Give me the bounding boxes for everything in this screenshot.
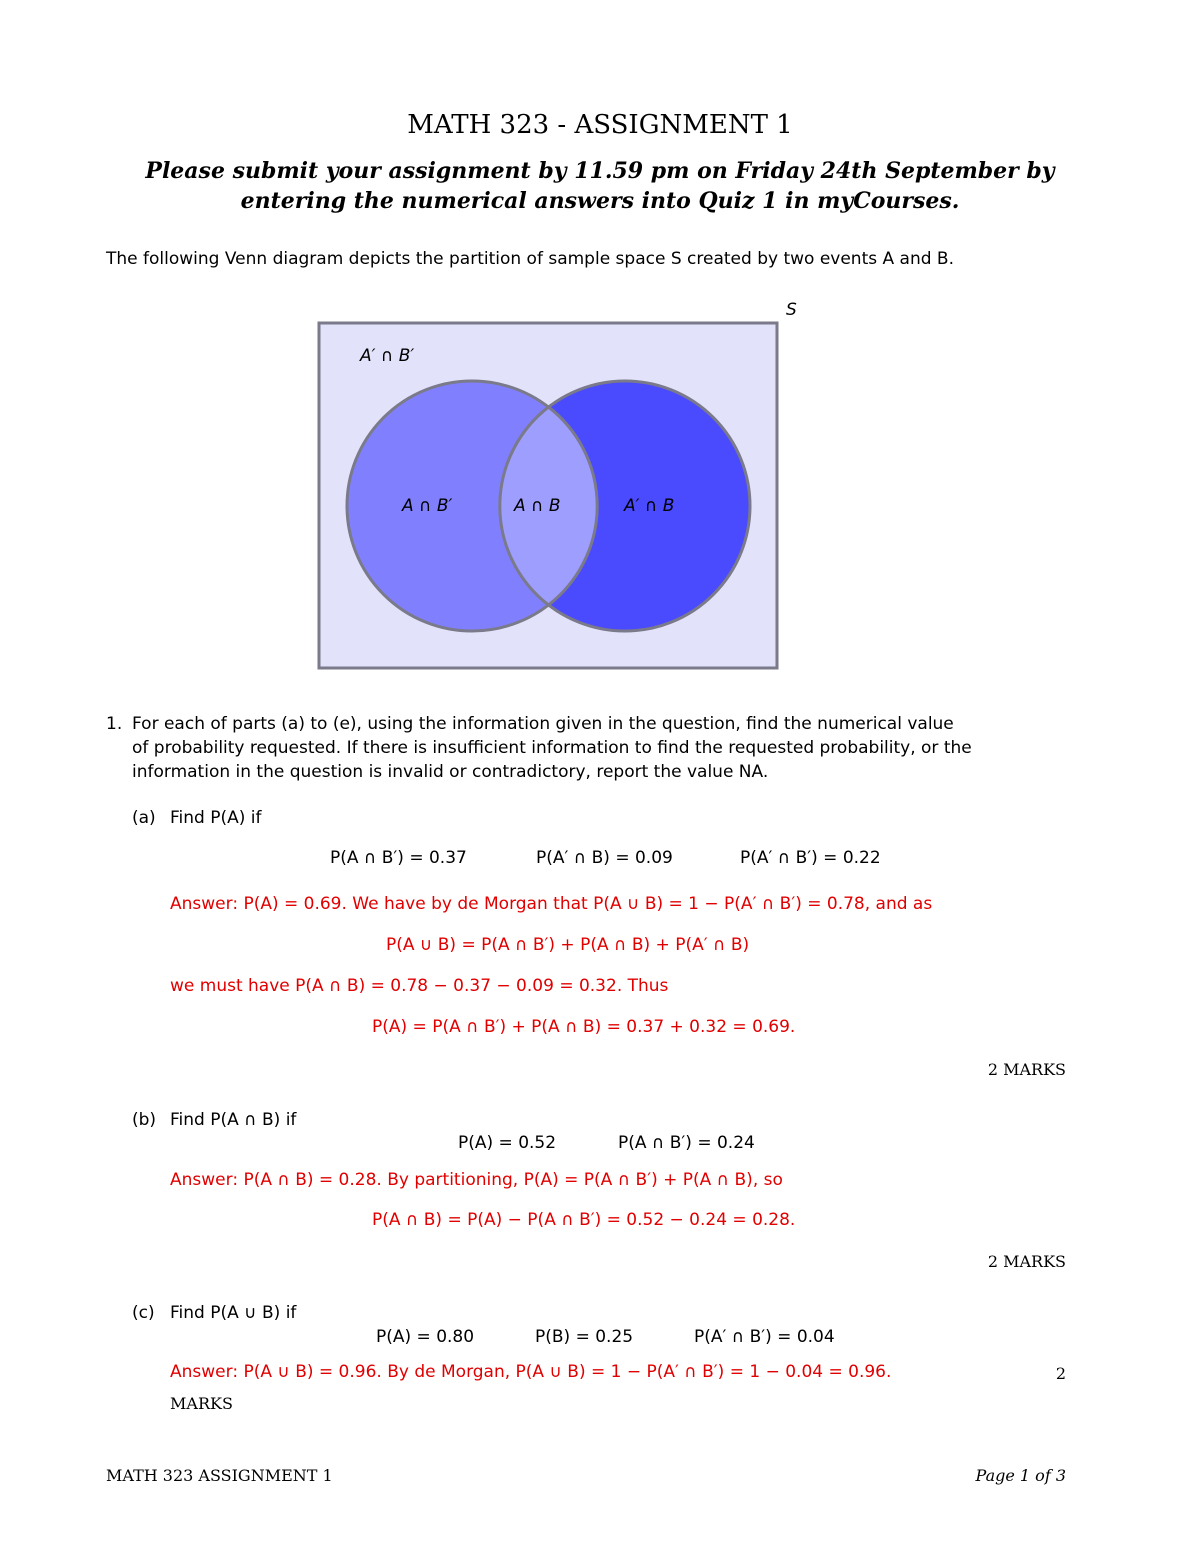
venn-middle-region-label: A ∩ B (514, 496, 561, 516)
part-b-prompt: Find P(A ∩ B) if (170, 1110, 297, 1130)
venn-left-region-label: A ∩ B′ (402, 496, 453, 516)
part-a-answer-line2: we must have P(A ∩ B) = 0.78 − 0.37 − 0.09 = 0.32. Thus (170, 976, 669, 996)
question-1-line2: of probability requested. If there is insufficient information to find the requested probability, or the (132, 738, 972, 758)
document-title: MATH 323 - ASSIGNMENT 1 (407, 110, 793, 140)
part-c-marks-word: MARKS (170, 1394, 233, 1413)
part-a-given-2: P(A′ ∩ B) = 0.09 (536, 848, 673, 868)
part-c-given-3: P(A′ ∩ B′) = 0.04 (694, 1327, 835, 1347)
intro-text: The following Venn diagram depicts the partition of sample space S created by two events A and B. (106, 249, 954, 269)
part-a-given-1: P(A ∩ B′) = 0.37 (330, 848, 467, 868)
part-a-answer-eq2: P(A) = P(A ∩ B′) + P(A ∩ B) = 0.37 + 0.32 = 0.69. (372, 1017, 796, 1037)
submission-instructions-line1: Please submit your assignment by 11.59 pm on Friday 24th September by (145, 158, 1055, 184)
venn-right-region-label: A′ ∩ B (624, 496, 675, 516)
part-c-prompt: Find P(A ∪ B) if (170, 1303, 297, 1323)
venn-outer-region-label: A′ ∩ B′ (360, 346, 415, 366)
part-b-given-2: P(A ∩ B′) = 0.24 (618, 1133, 755, 1153)
part-c-given-2: P(B) = 0.25 (535, 1327, 634, 1347)
footer-course-name: MATH 323 ASSIGNMENT 1 (106, 1466, 333, 1485)
part-a-prompt: Find P(A) if (170, 808, 262, 828)
question-1-line3: information in the question is invalid or contradictory, report the value NA. (132, 762, 769, 782)
part-c-given-1: P(A) = 0.80 (376, 1327, 475, 1347)
question-1-line1: For each of parts (a) to (e), using the information given in the question, find the numerical value (132, 714, 954, 734)
part-a-given-3: P(A′ ∩ B′) = 0.22 (740, 848, 881, 868)
question-1-number: 1. (106, 714, 123, 734)
part-b-label: (b) (132, 1110, 157, 1130)
part-b-given-1: P(A) = 0.52 (458, 1133, 557, 1153)
part-a-answer-eq1: P(A ∪ B) = P(A ∩ B′) + P(A ∩ B) + P(A′ ∩ B) (386, 935, 750, 955)
part-a-answer-line1: Answer: P(A) = 0.69. We have by de Morgan that P(A ∪ B) = 1 − P(A′ ∩ B′) = 0.78, and as (170, 894, 933, 914)
part-b-answer-eq1: P(A ∩ B) = P(A) − P(A ∩ B′) = 0.52 − 0.24 = 0.28. (372, 1210, 796, 1230)
part-a-marks: 2 MARKS (987, 1060, 1066, 1079)
part-c-marks-number: 2 (1055, 1364, 1066, 1383)
submission-instructions-line2: entering the numerical answers into Quiz 1 in myCourses. (240, 188, 960, 214)
part-c-answer-line1: Answer: P(A ∪ B) = 0.96. By de Morgan, P(A ∪ B) = 1 − P(A′ ∩ B′) = 1 − 0.04 = 0.96. (170, 1362, 892, 1382)
part-b-marks: 2 MARKS (987, 1252, 1066, 1271)
part-b-answer-line1: Answer: P(A ∩ B) = 0.28. By partitioning, P(A) = P(A ∩ B′) + P(A ∩ B), so (170, 1170, 783, 1190)
venn-space-label: S (786, 300, 797, 320)
part-c-label: (c) (132, 1303, 155, 1323)
venn-diagram (300, 295, 820, 680)
footer-page-number: Page 1 of 3 (975, 1466, 1066, 1485)
part-a-label: (a) (132, 808, 156, 828)
